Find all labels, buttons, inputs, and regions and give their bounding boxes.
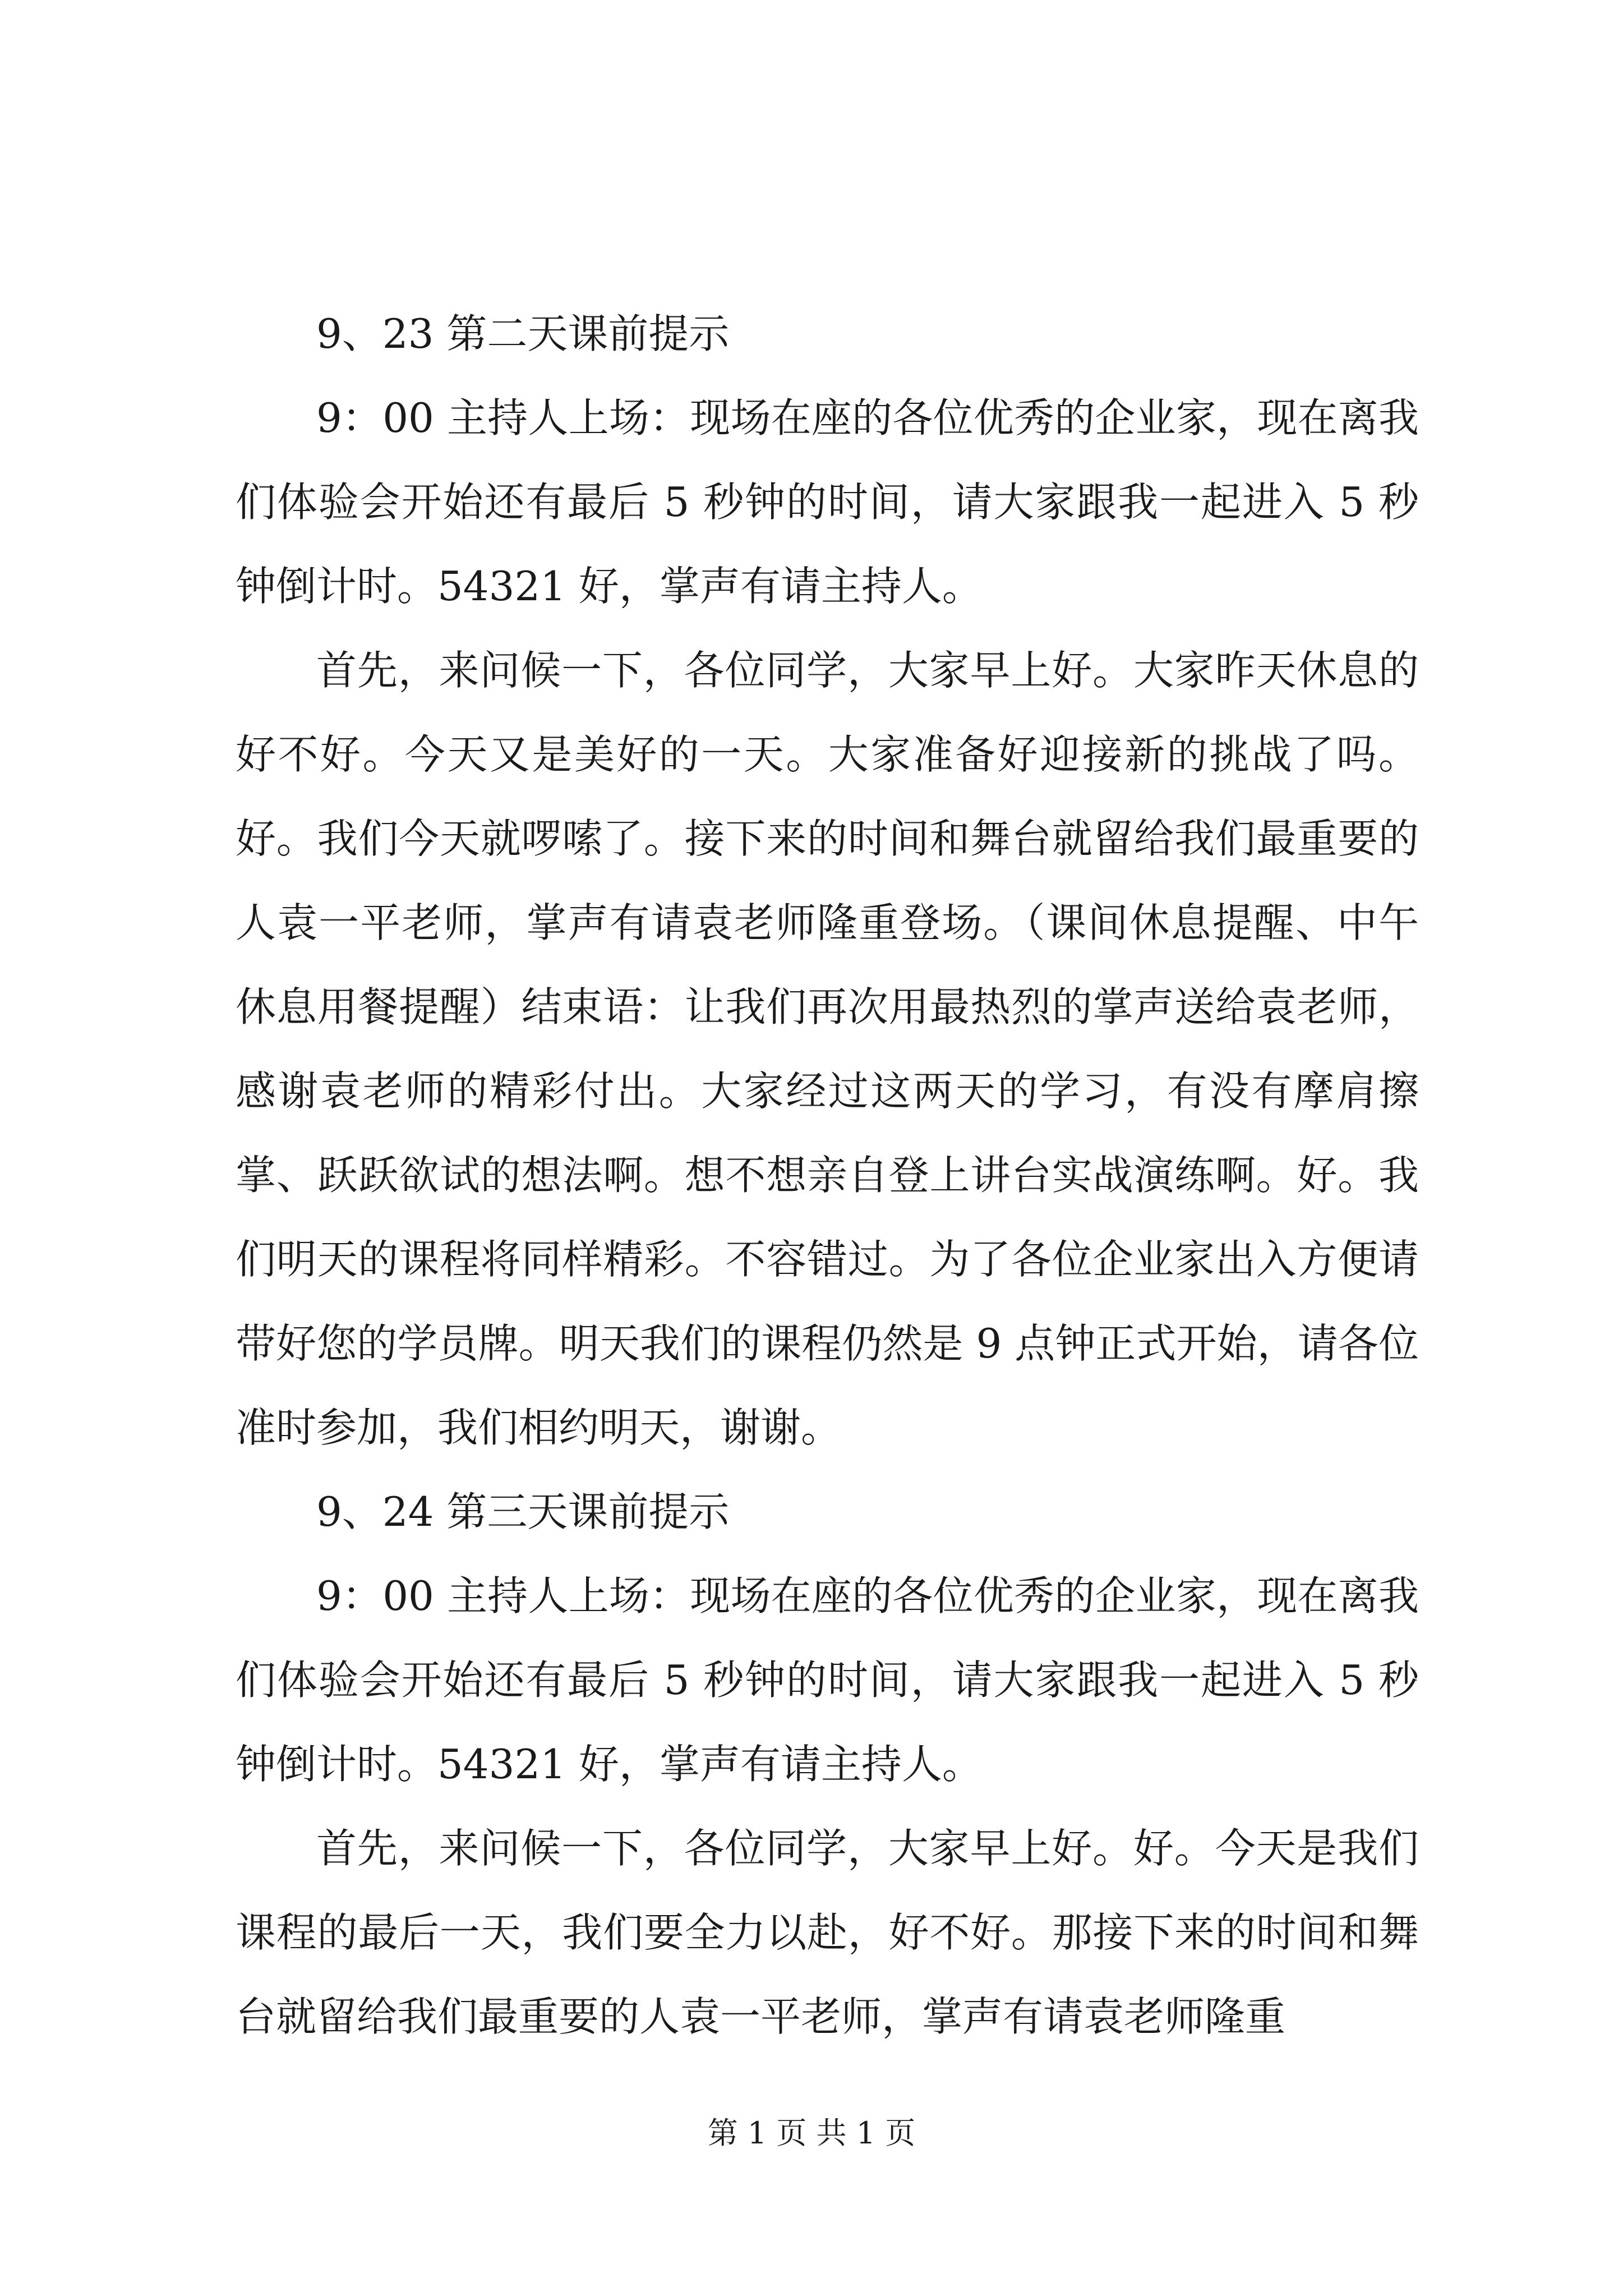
paragraph: 9：00 主持人上场：现场在座的各位优秀的企业家，现在离我们体验会开始还有最后 5 秒钟的时间，请大家跟我一起进入 5 秒钟倒计时。54321 好，掌声有请主持人。 <box>236 394 1419 610</box>
page-number-footer: 第 1 页 共 1 页 <box>707 2115 916 2151</box>
paragraph: 9：00 主持人上场：现场在座的各位优秀的企业家，现在离我们体验会开始还有最后 5 秒钟的时间，请大家跟我一起进入 5 秒钟倒计时。54321 好，掌声有请主持人。 <box>236 1572 1419 1788</box>
paragraph: 首先，来问候一下，各位同学，大家早上好。大家昨天休息的好不好。今天又是美好的一天。大家准备好迎接新的挑战了吗。好。我们今天就啰嗦了。接下来的时间和舞台就留给我们最重要的人袁一平老师，掌声有请袁老师隆重登场。（课间休息提醒、中午休息用餐提醒）结束语：让我们再次用最热烈的掌声送给袁老师，感谢袁老师的精彩付出。大家经过这两天的学习，有没有摩肩擦掌、跃跃欲试的想法啊。想不想亲自登上讲台实战演练啊。好。我们明天的课程将同样精彩。不容错过。为了各位企业家出入方便请带好您的学员牌。明天我们的课程仍然是 9 点钟正式开始，请各位准时参加，我们相约明天，谢谢。 <box>236 647 1419 1451</box>
section-heading-day2: 9、23 第二天课前提示 <box>316 310 730 357</box>
paragraph: 首先，来问候一下，各位同学，大家早上好。好。今天是我们课程的最后一天，我们要全力以赴，好不好。那接下来的时间和舞台就留给我们最重要的人袁一平老师，掌声有请袁老师隆重 <box>236 1825 1419 2040</box>
section-heading-day3: 9、24 第三天课前提示 <box>316 1488 730 1535</box>
document-body <box>236 292 1419 2059</box>
